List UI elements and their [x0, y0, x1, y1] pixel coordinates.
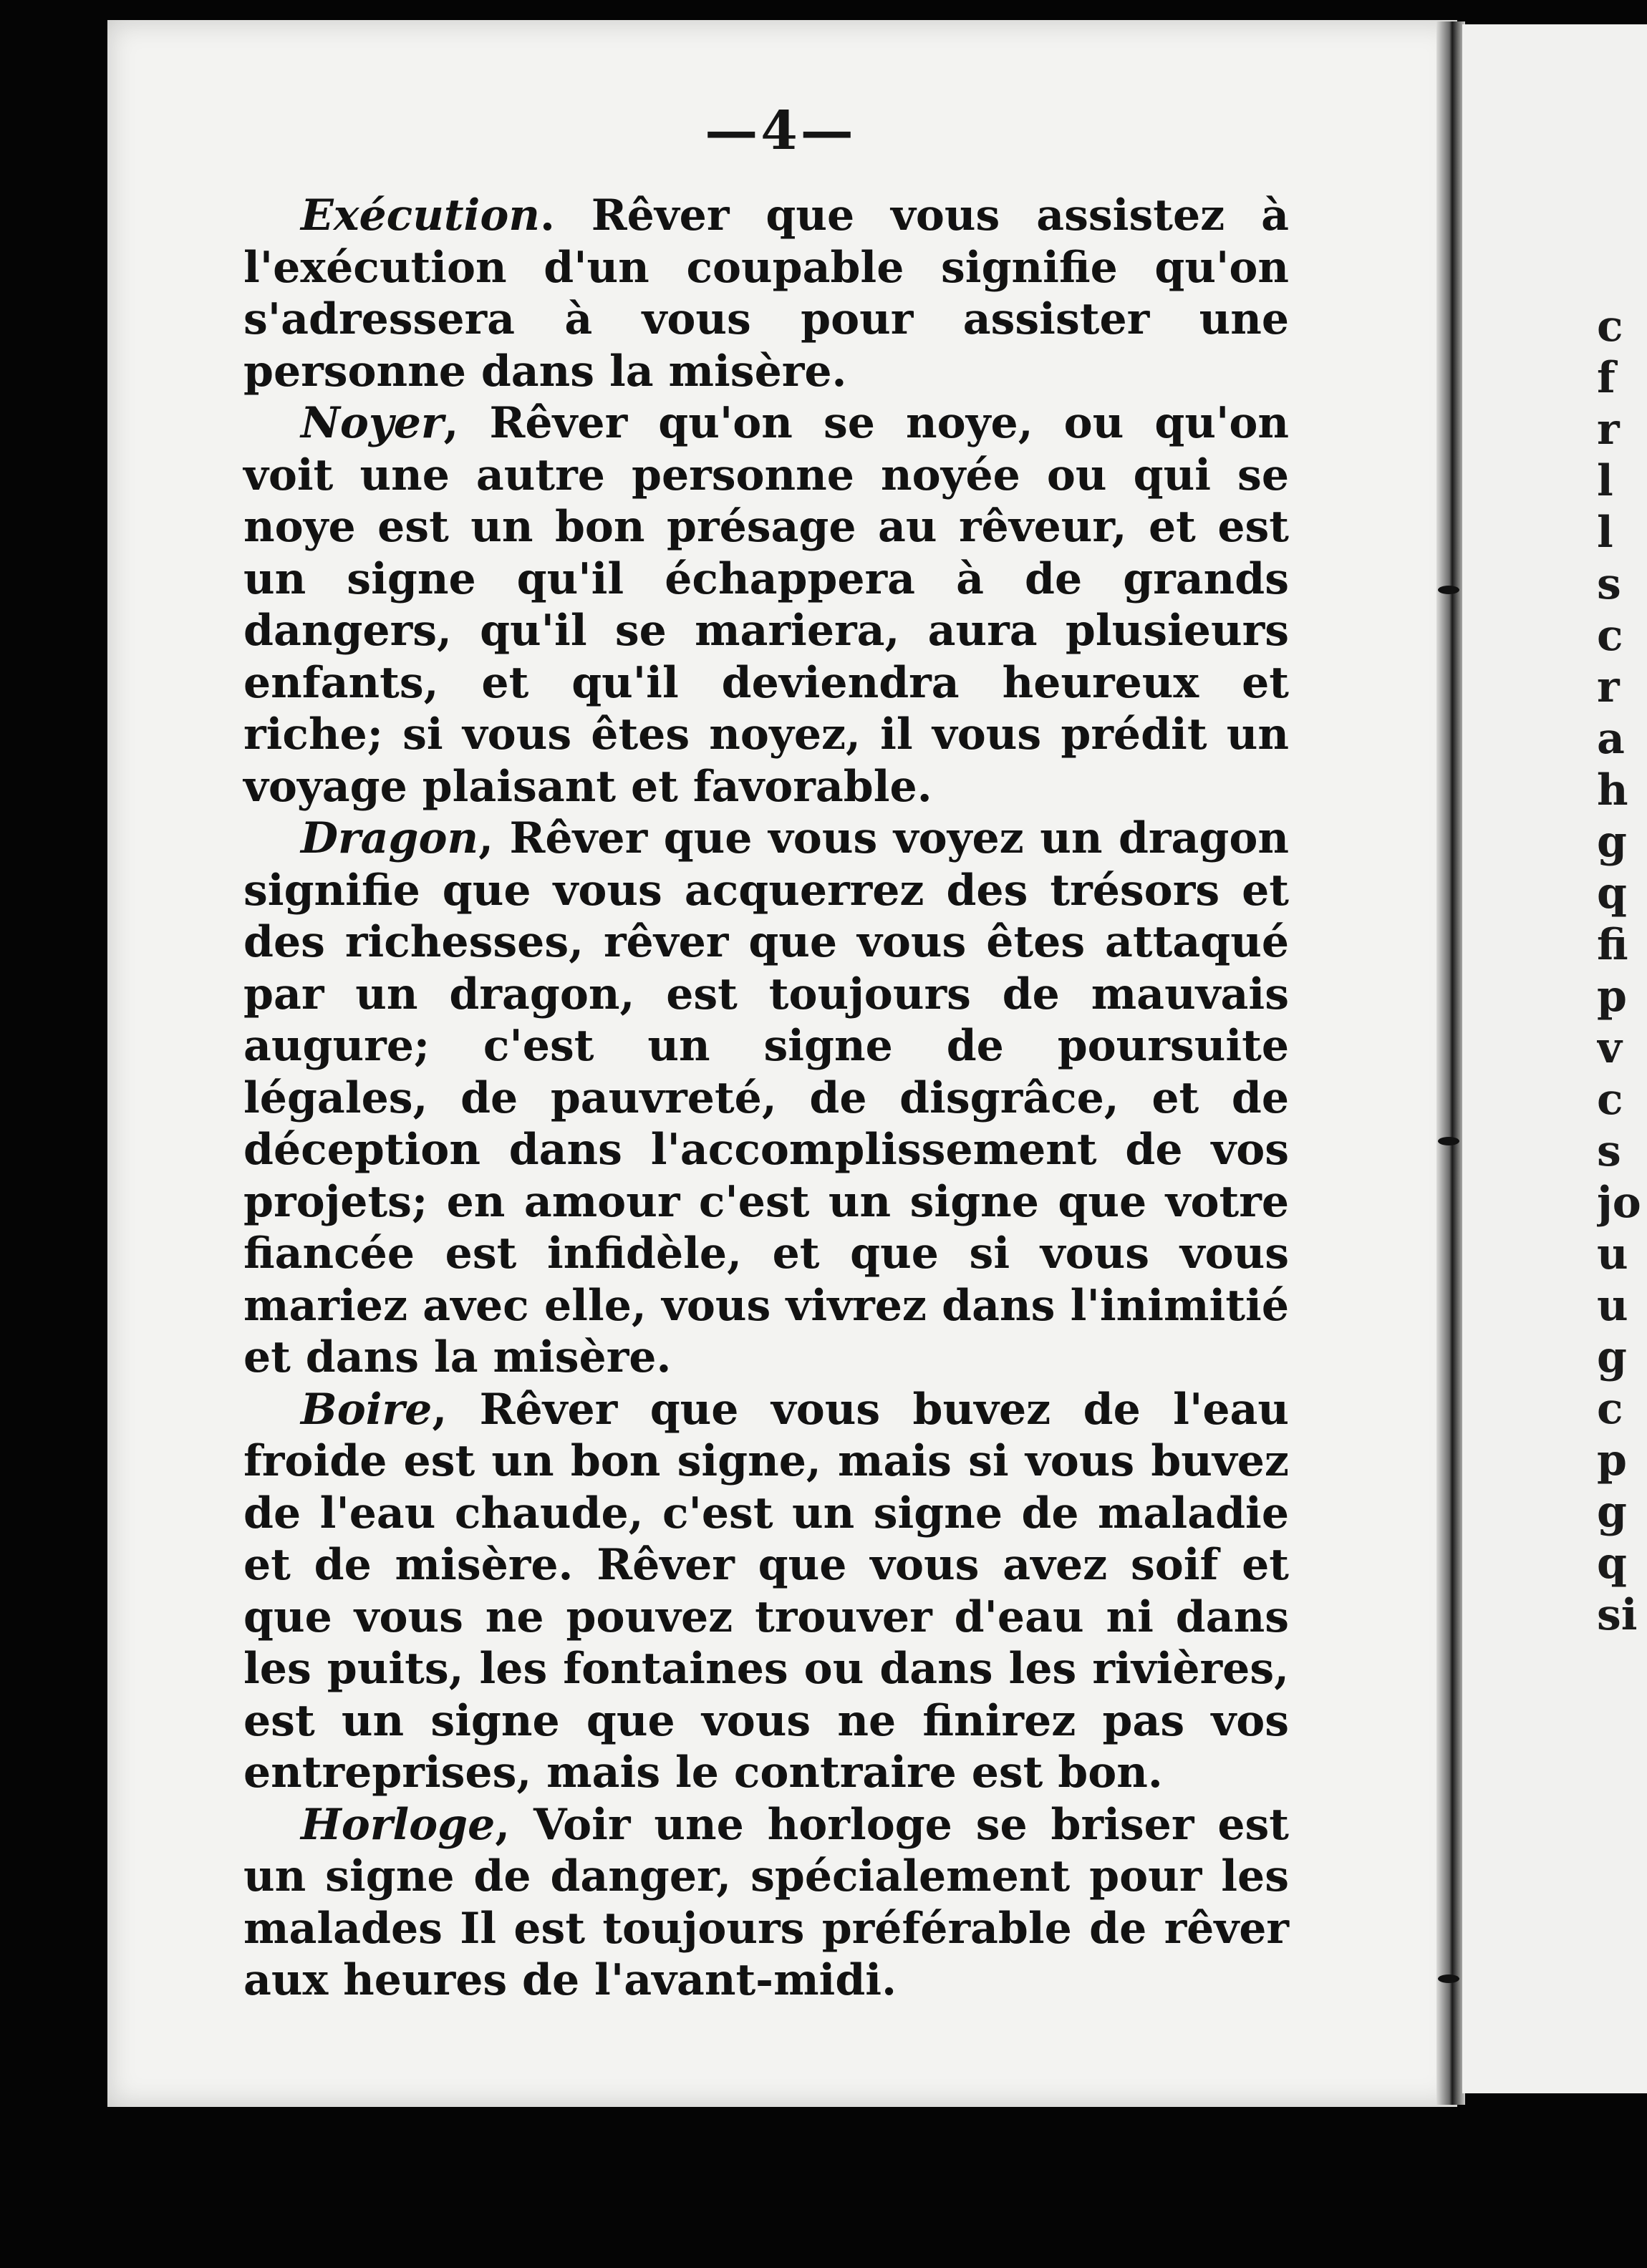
entry-body: , Rêver que vous buvez de l'eau froide est un bon signe, mais si vous buvez de l'eau chaude, c'est un signe de maladie et de misère. Rêver que vous avez soif et que vous ne pouvez trouver d'eau ni dans les puits, les fontaines ou dans les rivières, est un signe que vous ne finirez pas vos entreprises, mais le contraire est bon. — [243, 1384, 1289, 1798]
entry-body: , Rêver que vous voyez un dragon signifie que vous acquerrez des trésors et des richesses, rêver que vous êtes attaqué par un dragon, est toujours de mauvais augure; c'est un signe de poursuite légales, de pauvreté, de disgrâce, et de déception dans l'accomplissement de vos projets; en amour c'est un signe que votre fiancée est infidèle, et que si vous vous mariez avec elle, vous vivrez dans l'inimitié et dans la misère. — [243, 813, 1289, 1382]
right-page-fragment: g — [1597, 1332, 1627, 1382]
right-page-fragment: g — [1597, 817, 1627, 867]
right-page-fragment: si — [1597, 1590, 1638, 1640]
entry-body: , Voir une horloge se briser est un signe de danger, spécialement pour les malades Il est toujours préférable de rêver aux heures de l'avant-midi. — [243, 1799, 1289, 2005]
right-page-fragment: s — [1597, 559, 1621, 609]
right-page-fragment: c — [1597, 1384, 1623, 1434]
right-page-fragment: u — [1597, 1229, 1628, 1279]
entry-boire — [243, 1384, 1289, 1799]
entry-heading: Exécution — [301, 190, 540, 241]
entry-horloge — [243, 1799, 1289, 2007]
entry-heading: Dragon — [301, 813, 479, 863]
right-page-fragment: a — [1597, 714, 1625, 764]
right-page-fragment: s — [1597, 1126, 1621, 1176]
right-page-fragment: u — [1597, 1281, 1628, 1331]
right-page-fragment: q — [1597, 1538, 1627, 1589]
right-page-fragment: c — [1597, 611, 1623, 661]
right-page-fragment: fi — [1597, 920, 1628, 970]
binding-stitch — [1438, 1974, 1459, 1983]
right-page-fragment: v — [1597, 1023, 1622, 1073]
entry-heading: Boire — [301, 1384, 433, 1435]
right-page-fragment: p — [1597, 1435, 1627, 1486]
entry-heading: Noyer — [301, 398, 444, 448]
right-page-fragment: l — [1597, 508, 1613, 558]
right-page-fragment: c — [1597, 301, 1623, 352]
right-page-fragment: r — [1597, 662, 1620, 712]
right-page-fragments — [1597, 301, 1647, 1641]
right-page-fragment: h — [1597, 765, 1628, 815]
binding-stitch — [1438, 586, 1459, 594]
right-page-fragment: c — [1597, 1075, 1623, 1125]
entry-body: , Rêver qu'on se noye, ou qu'on voit une autre personne noyée ou qui se noye est un bon présage au rêveur, et est un signe qu'il échappera à de grands dangers, qu'il se mariera, aura plusieurs enfants, et qu'il deviendra heureux et riche; si vous êtes noyez, il vous prédit un voyage plaisant et favorable. — [243, 398, 1289, 812]
right-page-fragment: f — [1597, 353, 1615, 403]
entry-execution — [243, 190, 1289, 397]
right-page-fragment: jo — [1597, 1178, 1641, 1228]
entry-dragon — [243, 813, 1289, 1384]
right-page-fragment: q — [1597, 868, 1627, 919]
right-page-fragment: r — [1597, 404, 1620, 455]
binding-stitch — [1438, 1137, 1459, 1145]
page-number: —4— — [705, 100, 856, 162]
entry-noyer — [243, 397, 1289, 813]
dream-dictionary-text — [243, 190, 1289, 2007]
entry-body: . Rêver que vous assistez à l'exécution d'un coupable signifie qu'on s'adressera à vous pour assister une personne dans la misère. — [243, 190, 1289, 397]
right-page-fragment: g — [1597, 1487, 1627, 1537]
entry-heading: Horloge — [301, 1799, 496, 1850]
book-gutter — [1436, 21, 1465, 2105]
right-page-fragment: l — [1597, 456, 1613, 506]
right-page-fragment: p — [1597, 971, 1627, 1022]
